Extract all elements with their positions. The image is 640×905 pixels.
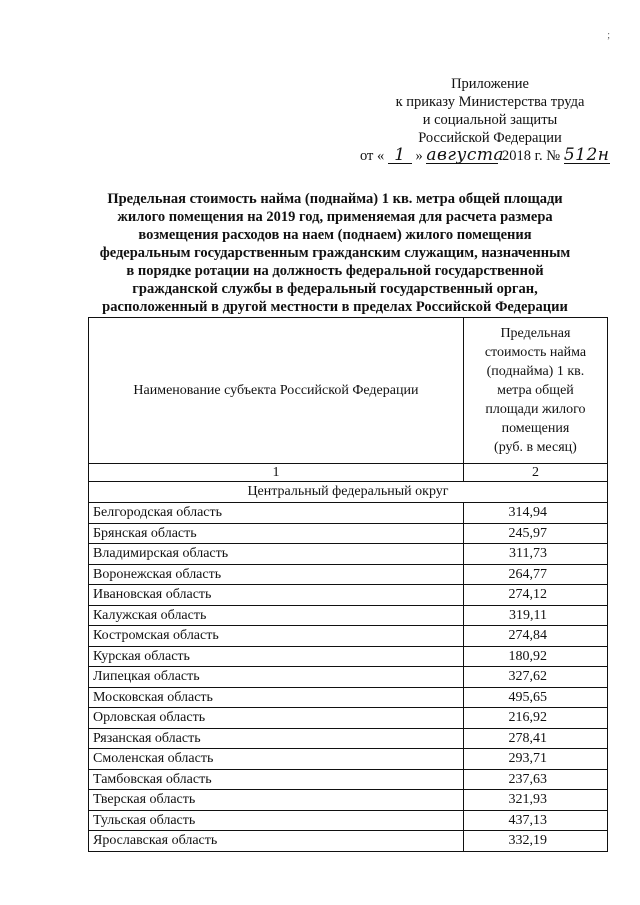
region-name: Рязанская область bbox=[89, 728, 464, 749]
header-max-cost bbox=[463, 318, 607, 464]
appendix-ministry: и социальной защиты bbox=[422, 112, 558, 128]
column-number-1: 1 bbox=[89, 464, 464, 482]
table-header-row bbox=[89, 318, 608, 464]
table-row bbox=[89, 544, 608, 565]
district-name: Центральный федеральный округ bbox=[89, 482, 608, 503]
title-line-7: расположенный в другой местности в пределах Российской Федерации bbox=[102, 299, 568, 315]
header-max-cost-line: (поднайма) 1 кв. bbox=[486, 364, 585, 379]
region-name: Курская область bbox=[89, 646, 464, 667]
date-mid: » bbox=[415, 148, 423, 164]
appendix-country: Российской Федерации bbox=[418, 130, 562, 146]
column-number-row bbox=[89, 464, 608, 482]
table-row bbox=[89, 687, 608, 708]
appendix-block bbox=[360, 75, 620, 165]
header-max-cost-line: площади жилого bbox=[485, 402, 586, 417]
region-rate: 319,11 bbox=[463, 605, 607, 626]
appendix-order-ref: к приказу Министерства труда bbox=[395, 94, 585, 110]
date-year: 2018 г. № bbox=[502, 148, 561, 164]
region-rate: 327,62 bbox=[463, 667, 607, 688]
region-rate: 237,63 bbox=[463, 769, 607, 790]
region-name: Тверская область bbox=[89, 790, 464, 811]
header-max-cost-line: стоимость найма bbox=[484, 345, 587, 360]
corner-mark: ; bbox=[607, 30, 610, 41]
region-rate: 314,94 bbox=[463, 503, 607, 524]
region-name: Смоленская область bbox=[89, 749, 464, 770]
region-name: Воронежская область bbox=[89, 564, 464, 585]
date-prefix: от « bbox=[360, 148, 385, 164]
region-rate: 274,84 bbox=[463, 626, 607, 647]
title-line-5: в порядке ротации на должность федеральной государственной bbox=[126, 263, 544, 279]
region-name: Брянская область bbox=[89, 523, 464, 544]
table-row bbox=[89, 831, 608, 852]
table-row bbox=[89, 790, 608, 811]
appendix-label: Приложение bbox=[451, 76, 529, 92]
region-name: Тамбовская область bbox=[89, 769, 464, 790]
header-max-cost-line: помещения bbox=[501, 421, 570, 436]
region-rate: 216,92 bbox=[463, 708, 607, 729]
region-rate: 437,13 bbox=[463, 810, 607, 831]
column-number-2: 2 bbox=[463, 464, 607, 482]
title-line-6: гражданской службы в федеральный государственный орган, bbox=[132, 281, 538, 297]
region-rate: 293,71 bbox=[463, 749, 607, 770]
region-name: Липецкая область bbox=[89, 667, 464, 688]
region-rate: 495,65 bbox=[463, 687, 607, 708]
table-row bbox=[89, 769, 608, 790]
table-row bbox=[89, 749, 608, 770]
table-row bbox=[89, 667, 608, 688]
region-name: Калужская область bbox=[89, 605, 464, 626]
table-row bbox=[89, 503, 608, 524]
title-line-3: возмещения расходов на наем (поднаем) жилого помещения bbox=[138, 227, 532, 243]
region-rate: 274,12 bbox=[463, 585, 607, 606]
region-rate: 180,92 bbox=[463, 646, 607, 667]
title-line-1: Предельная стоимость найма (поднайма) 1 кв. метра общей площади bbox=[107, 191, 563, 207]
date-day: 1 bbox=[388, 147, 412, 164]
region-name: Владимирская область bbox=[89, 544, 464, 565]
date-month: августа bbox=[426, 145, 505, 165]
table-row bbox=[89, 810, 608, 831]
table-row bbox=[89, 523, 608, 544]
table-row bbox=[89, 646, 608, 667]
region-name: Орловская область bbox=[89, 708, 464, 729]
district-row bbox=[89, 482, 608, 503]
header-max-cost-line: метра общей bbox=[497, 383, 574, 398]
region-rate: 321,93 bbox=[463, 790, 607, 811]
table-row bbox=[89, 728, 608, 749]
region-rate: 245,97 bbox=[463, 523, 607, 544]
table-row bbox=[89, 585, 608, 606]
region-name: Белгородская область bbox=[89, 503, 464, 524]
region-name: Ивановская область bbox=[89, 585, 464, 606]
region-name: Ярославская область bbox=[89, 831, 464, 852]
table-row bbox=[89, 708, 608, 729]
document-title bbox=[80, 190, 590, 316]
title-line-2: жилого помещения на 2019 год, применяемая для расчета размера bbox=[117, 209, 553, 225]
table-row bbox=[89, 564, 608, 585]
title-line-4: федеральным государственным гражданским служащим, назначенным bbox=[99, 245, 571, 261]
region-name: Костромская область bbox=[89, 626, 464, 647]
rates-table bbox=[88, 317, 608, 852]
header-max-cost-line: Предельная bbox=[500, 326, 571, 341]
header-max-cost-line: (руб. в месяц) bbox=[494, 440, 577, 455]
region-name: Московская область bbox=[89, 687, 464, 708]
table-row bbox=[89, 605, 608, 626]
region-rate: 278,41 bbox=[463, 728, 607, 749]
region-rate: 264,77 bbox=[463, 564, 607, 585]
table-row bbox=[89, 626, 608, 647]
order-date-line bbox=[360, 147, 620, 165]
region-name: Тульская область bbox=[89, 810, 464, 831]
order-number: 512н bbox=[563, 145, 610, 165]
header-subject-name: Наименование субъекта Российской Федерации bbox=[89, 318, 464, 464]
region-rate: 311,73 bbox=[463, 544, 607, 565]
region-rate: 332,19 bbox=[463, 831, 607, 852]
